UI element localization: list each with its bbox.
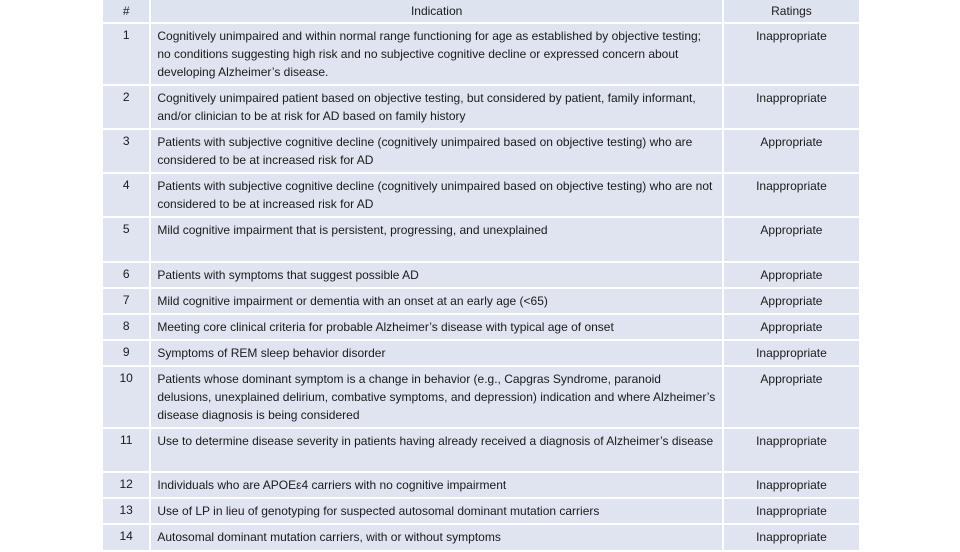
row-rating: Inappropriate xyxy=(724,429,859,471)
table-row xyxy=(103,315,859,339)
table-row xyxy=(103,218,859,261)
row-number: 6 xyxy=(103,263,149,287)
header-ratings: Ratings xyxy=(724,0,859,22)
row-rating: Inappropriate xyxy=(724,525,859,550)
table-row xyxy=(103,429,859,471)
header-indication: Indication xyxy=(151,0,722,22)
row-rating: Inappropriate xyxy=(724,174,859,216)
row-number: 3 xyxy=(103,130,149,172)
table-header-row xyxy=(103,0,859,22)
row-indication: Symptoms of REM sleep behavior disorder xyxy=(151,341,722,365)
row-indication: Cognitively unimpaired and within normal range functioning for age as established by objective testing; no conditions suggesting high risk and no subjective cognitive decline or expressed concern about developing Alzheimer’s disease. xyxy=(151,24,722,84)
row-indication: Patients whose dominant symptom is a change in behavior (e.g., Capgras Syndrome, paranoid delusions, unexplained delirium, combative symptoms, and depression) indication and where Alzheimer’s disease diagnosis is being considered xyxy=(151,367,722,427)
row-rating: Appropriate xyxy=(724,130,859,172)
row-number: 1 xyxy=(103,24,149,84)
row-number: 11 xyxy=(103,429,149,471)
row-rating: Inappropriate xyxy=(724,86,859,128)
table-row xyxy=(103,174,859,216)
row-number: 4 xyxy=(103,174,149,216)
row-number: 7 xyxy=(103,289,149,313)
row-number: 9 xyxy=(103,341,149,365)
row-indication: Cognitively unimpaired patient based on objective testing, but considered by patient, family informant, and/or clinician to be at risk for AD based on family history xyxy=(151,86,722,128)
row-indication: Patients with subjective cognitive decline (cognitively unimpaired based on objective testing) who are not considered to be at increased risk for AD xyxy=(151,174,722,216)
header-number: # xyxy=(103,0,149,22)
table-row xyxy=(103,525,859,550)
row-rating: Appropriate xyxy=(724,289,859,313)
row-indication: Patients with symptoms that suggest possible AD xyxy=(151,263,722,287)
row-number: 12 xyxy=(103,473,149,497)
table-row xyxy=(103,24,859,84)
row-number: 10 xyxy=(103,367,149,427)
table-row xyxy=(103,86,859,128)
row-number: 14 xyxy=(103,525,149,550)
row-indication: Meeting core clinical criteria for probable Alzheimer’s disease with typical age of onset xyxy=(151,315,722,339)
table-row xyxy=(103,263,859,287)
row-number: 8 xyxy=(103,315,149,339)
row-number: 13 xyxy=(103,499,149,523)
row-indication: Use of LP in lieu of genotyping for suspected autosomal dominant mutation carriers xyxy=(151,499,722,523)
row-indication: Use to determine disease severity in patients having already received a diagnosis of Alzheimer’s disease xyxy=(151,429,722,471)
row-rating: Appropriate xyxy=(724,367,859,427)
row-rating: Appropriate xyxy=(724,263,859,287)
row-rating: Inappropriate xyxy=(724,24,859,84)
row-number: 5 xyxy=(103,218,149,261)
appropriate-use-table xyxy=(101,0,861,552)
row-rating: Inappropriate xyxy=(724,499,859,523)
row-indication: Mild cognitive impairment or dementia with an onset at an early age (<65) xyxy=(151,289,722,313)
appropriate-use-table-container xyxy=(103,0,861,552)
row-rating: Inappropriate xyxy=(724,341,859,365)
row-indication: Mild cognitive impairment that is persistent, progressing, and unexplained xyxy=(151,218,722,261)
row-indication: Individuals who are APOEε4 carriers with no cognitive impairment xyxy=(151,473,722,497)
table-row xyxy=(103,289,859,313)
row-indication: Autosomal dominant mutation carriers, with or without symptoms xyxy=(151,525,722,550)
row-rating: Appropriate xyxy=(724,218,859,261)
row-rating: Inappropriate xyxy=(724,473,859,497)
table-row xyxy=(103,499,859,523)
row-number: 2 xyxy=(103,86,149,128)
table-row xyxy=(103,130,859,172)
table-row xyxy=(103,367,859,427)
table-row xyxy=(103,473,859,497)
row-rating: Appropriate xyxy=(724,315,859,339)
table-row xyxy=(103,341,859,365)
row-indication: Patients with subjective cognitive decline (cognitively unimpaired based on objective testing) who are considered to be at increased risk for AD xyxy=(151,130,722,172)
